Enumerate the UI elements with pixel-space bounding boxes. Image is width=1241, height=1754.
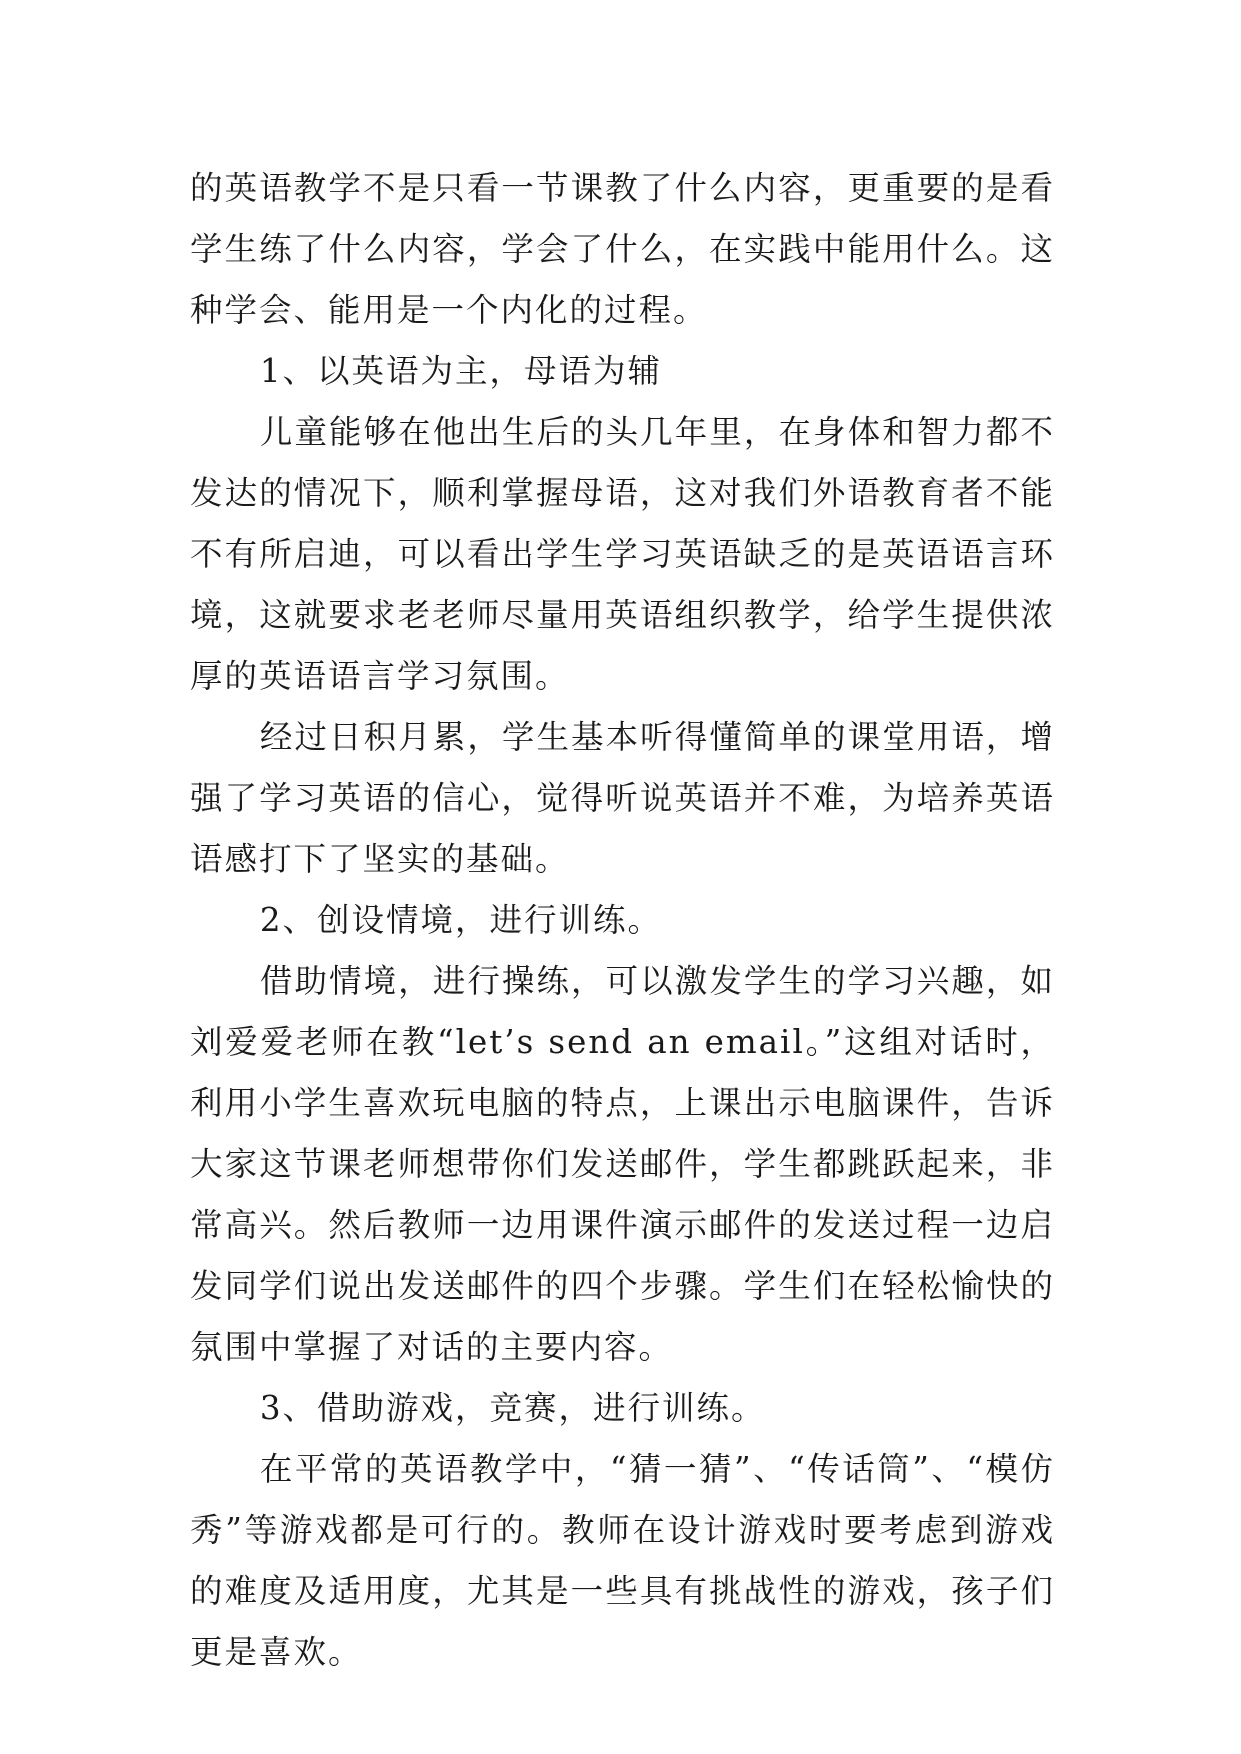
intro-paragraph: 的英语教学不是只看一节课教了什么内容，更重要的是看学生练了什么内容，学会了什么，在实践中能用什么。这种学会、能用是一个内化的过程。 xyxy=(190,169,1055,329)
section-2-heading: 2、创设情境，进行训练。 xyxy=(259,901,663,939)
section-1-paragraph-2: 经过日积月累，学生基本听得懂简单的课堂用语，增强了学习英语的信心，觉得听说英语并不难，为培养英语语感打下了坚实的基础。 xyxy=(190,718,1055,878)
section-3-paragraph-1: 在平常的英语教学中，“猜一猜”、“传话筒”、“模仿秀”等游戏都是可行的。教师在设计游戏时要考虑到游戏的难度及适用度，尤其是一些具有挑战性的游戏，孩子们更是喜欢。 xyxy=(190,1450,1055,1671)
section-3-heading: 3、借助游戏，竞赛，进行训练。 xyxy=(259,1389,766,1427)
section-2-paragraph-1: 借助情境，进行操练，可以激发学生的学习兴趣，如刘爱爱老师在教“let’s send an email。”这组对话时，利用小学生喜欢玩电脑的特点，上课出示电脑课件，告诉大家这节课老师想带你们发送邮件，学生都跳跃起来，非常高兴。然后教师一边用课件演示邮件的发送过程一边启发同学们说出发送邮件的四个步骤。学生们在轻松愉快的氛围中掌握了对话的主要内容。 xyxy=(190,962,1055,1366)
section-1-heading: 1、以英语为主，母语为辅 xyxy=(259,352,663,390)
document-body xyxy=(190,158,1055,1683)
section-1-paragraph-1: 儿童能够在他出生后的头几年里，在身体和智力都不发达的情况下，顺利掌握母语，这对我们外语教育者不能不有所启迪，可以看出学生学习英语缺乏的是英语语言环境，这就要求老老师尽量用英语组织教学，给学生提供浓厚的英语语言学习氛围。 xyxy=(190,413,1055,695)
